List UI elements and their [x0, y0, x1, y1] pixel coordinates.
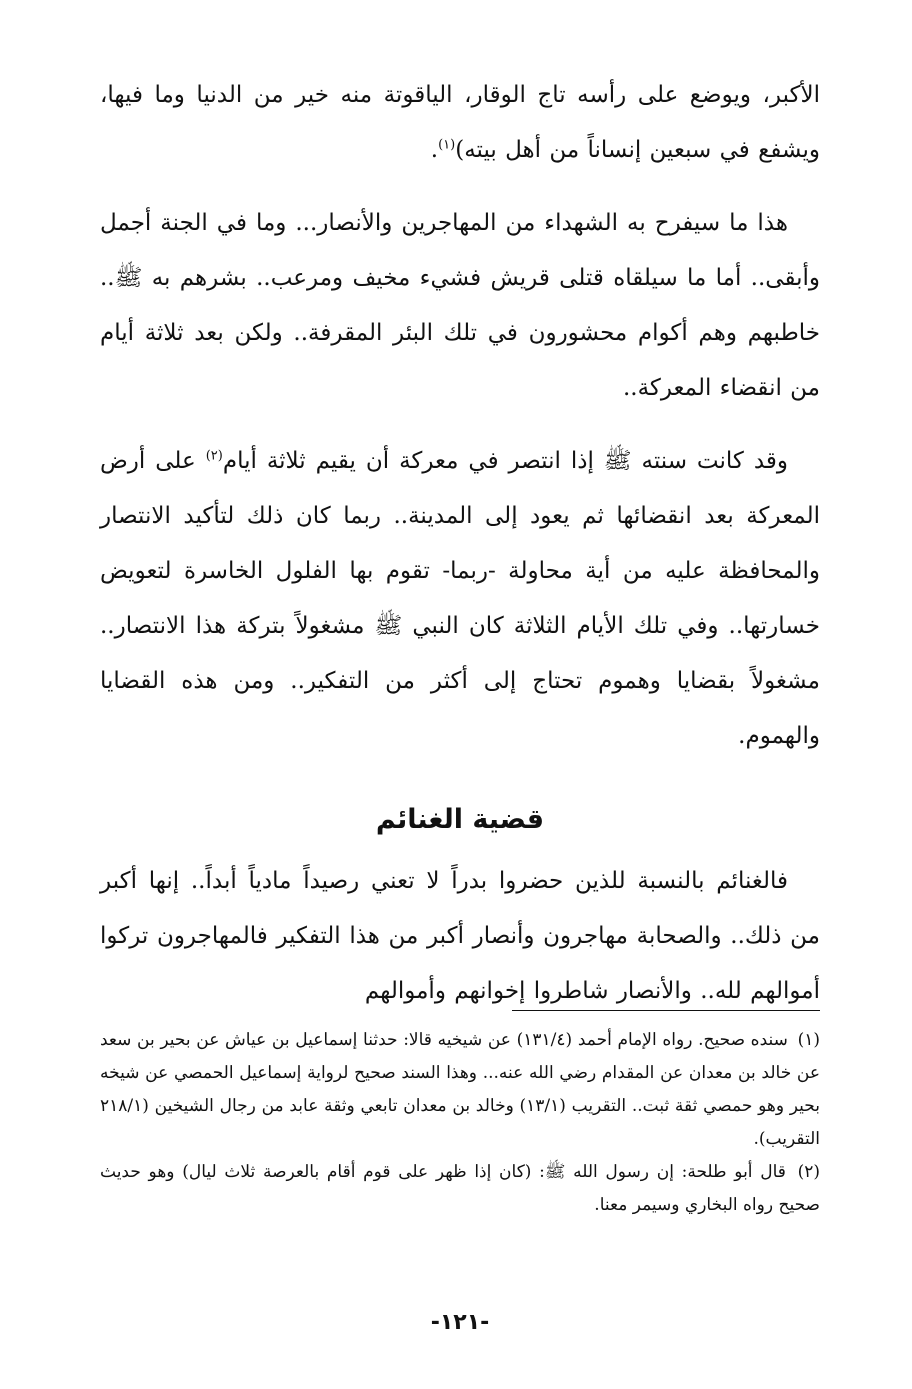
footnote-1 — [100, 1024, 820, 1156]
footnote-1-number: (١) — [797, 1030, 821, 1050]
paragraph-1 — [100, 68, 820, 178]
paragraph-2: هذا ما سيفرح به الشهداء من المهاجرين والأنصار... وما في الجنة أجمل وأبقى.. أما ما سيلقاه قتلى قريش فشيء مخيف ومرعب.. بشرهم به ﷺ.. خاطبهم وهم أكوام محشورون في تلك البئر المقرفة.. ولكن بعد ثلاثة أيام من انقضاء المعركة.. — [100, 210, 820, 401]
footnote-ref-2[interactable]: (٢) — [205, 448, 223, 464]
paragraph-3 — [100, 434, 820, 764]
footnote-1-text: سنده صحيح. رواه الإمام أحمد (١٣١/٤) عن شيخيه قالا: حدثنا إسماعيل بن عياش عن بحير بن سعد عن خالد بن معدان عن المقدام رضي الله عنه... وهذا السند صحيح لرواية إسماعيل الحمصي عن شيخه بحير وهو حمصي ثقة ثبت.. التقريب (١٣/١) وخالد بن معدان تابعي وثقة عابد من رجال الشيخين (٢١٨/١ التقريب). — [100, 1030, 820, 1149]
paragraph-1-tail: . — [430, 137, 439, 163]
section-heading: قضية الغنائم — [375, 804, 545, 835]
main-text — [100, 68, 820, 1019]
page-number: -١٢١- — [430, 1310, 490, 1335]
paragraph-3-tail: على أرض المعركة بعد انقضائها ثم يعود إلى المدينة.. ربما كان ذلك لتأكيد الانتصار والمحافظة عليه من أية محاولة -ربما- تقوم بها الفلول الخاسرة لتعويض خسارتها.. وفي تلك الأيام الثلاثة كان النبي ﷺ مشغولاً بتركة هذا الانتصار.. مشغولاً بقضايا وهموم تحتاج إلى أكثر من التفكير.. ومن هذه القضايا والهموم. — [100, 448, 820, 749]
book-page — [100, 0, 820, 1389]
footnote-ref-1[interactable]: (١) — [438, 137, 456, 153]
paragraph-1-text: الأكبر، ويوضع على رأسه تاج الوقار، الياقوتة منه خير من الدنيا وما فيها، ويشفع في سبعين إنساناً من أهل بيته) — [100, 82, 820, 163]
footnote-2-text: قال أبو طلحة: إن رسول الله ﷺ: (كان إذا ظهر على قوم أقام بالعرصة ثلاث ليال) وهو حديث صحيح رواه البخاري وسيمر معنا. — [100, 1162, 820, 1215]
footnote-2-number: (٢) — [797, 1162, 821, 1182]
footnotes — [100, 1024, 820, 1222]
paragraph-4: فالغنائم بالنسبة للذين حضروا بدراً لا تعني رصيداً مادياً أبداً.. إنها أكبر من ذلك.. والصحابة مهاجرون وأنصار أكبر من هذا التفكير فالمهاجرون تركوا أموالهم لله.. والأنصار شاطروا إخوانهم وأموالهم — [100, 868, 820, 1004]
footnote-divider — [512, 1010, 820, 1011]
paragraph-3-text: وقد كانت سنته ﷺ إذا انتصر في معركة أن يقيم ثلاثة أيام — [222, 448, 788, 474]
footnote-2 — [100, 1156, 820, 1222]
